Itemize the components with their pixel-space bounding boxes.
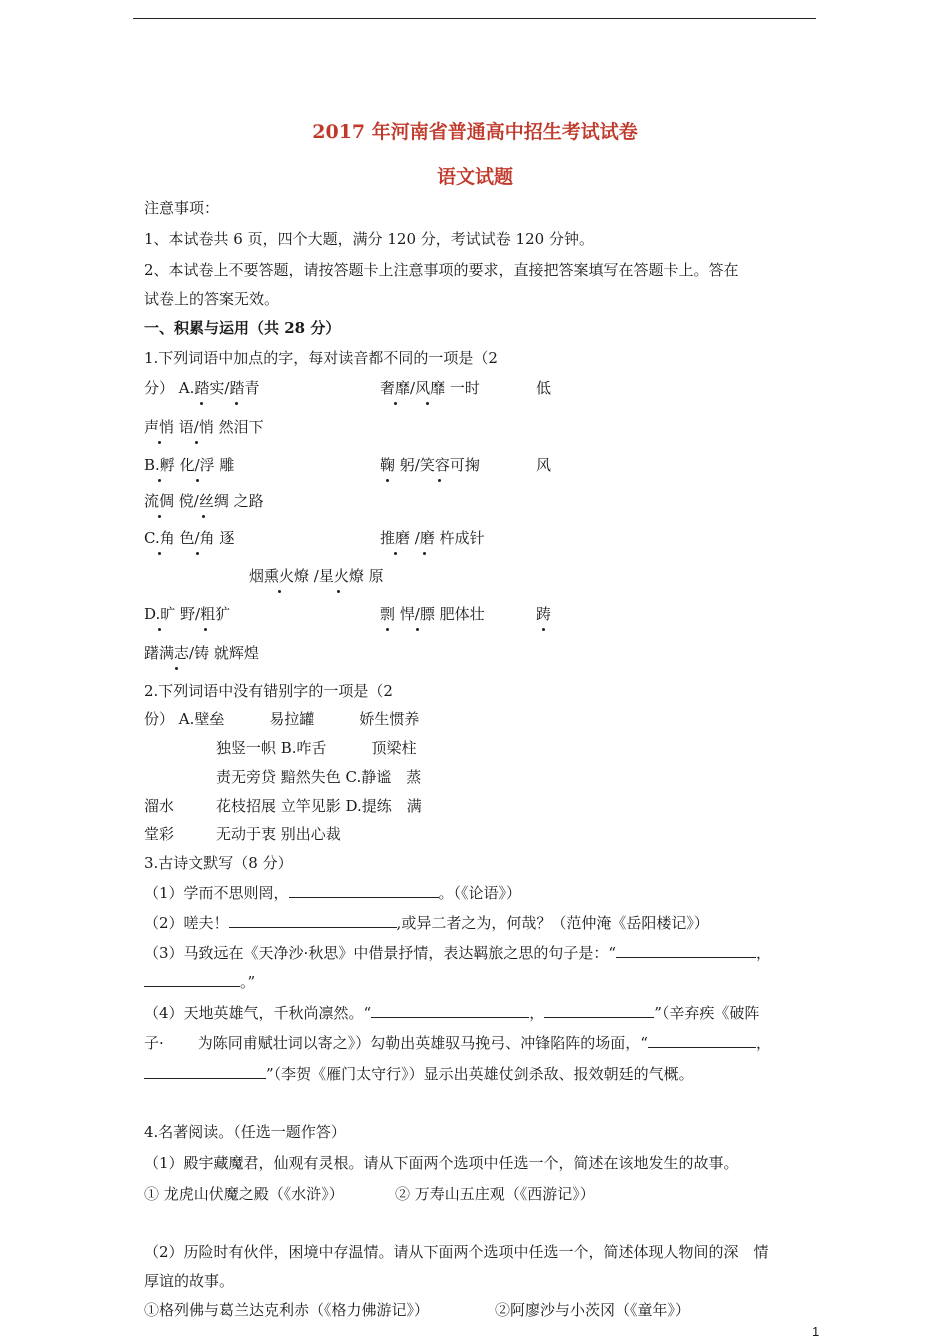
q3-text: （2）嗟夫！ [144, 914, 229, 932]
q3-text: 子· [144, 1034, 164, 1052]
q4-sub-2: （2）历险时有伙伴，困境中存温情。请从下面两个选项中任选一个，简述体现人物间的深 情 [144, 1243, 769, 1261]
q3-text: （1）学而不思则罔， [144, 884, 289, 902]
q3-stem: 3.古诗文默写（8 分） [144, 854, 293, 872]
q2-line-4a: 溜水 [144, 797, 175, 815]
dotted-char: 踏 [194, 379, 210, 397]
q3-text: ”（辛弃疾《破阵 [654, 1004, 760, 1022]
dotted-char: 奢靡 [380, 379, 411, 397]
q3-item-4-cont2 [144, 1064, 694, 1084]
q1-option-b-line2 [144, 491, 264, 511]
q3-text: 。” [240, 973, 256, 991]
dotted-char: 躇满志/铸 [144, 644, 210, 662]
section-heading: 一、积累与运用（共 28 分） [144, 319, 341, 337]
q1-option-d [144, 604, 230, 624]
page-number: 1 [812, 1324, 820, 1339]
answer-blank[interactable] [648, 1033, 756, 1048]
q1-option-b-part2 [380, 455, 480, 475]
dotted-char: 傥/丝绸 [178, 492, 229, 510]
q1-text: 就辉煌 [213, 644, 259, 662]
dotted-char: 踌 [536, 605, 552, 623]
q4-sub-1-option-2: ② 万寿山五庄观（《西游记》） [395, 1185, 595, 1203]
q3-item-4 [144, 1003, 759, 1023]
q1-option-b [144, 455, 234, 475]
q3-item-4-cont [144, 1033, 771, 1053]
q1-option-d-line2 [144, 643, 259, 663]
notes-item-2: 2、本试卷上不要答题，请按答题卡上注意事项的要求，直接把答案填写在答题卡上。答在 [144, 261, 739, 279]
dotted-char: 推磨 [380, 529, 411, 547]
q3-text: （3）马致远在《天净沙·秋思》中借景抒情，表达羁旅之思的句子是：“ [144, 944, 616, 962]
dotted-char: 声悄 [144, 418, 175, 436]
q3-text: ， [755, 1034, 771, 1052]
notes-heading: 注意事项： [144, 199, 220, 217]
dotted-char: 色/角 [179, 529, 215, 547]
dotted-char: D.旷 [144, 605, 176, 623]
q1-text: 低 [536, 379, 552, 397]
q1-option-d-part3 [536, 604, 551, 624]
answer-blank[interactable] [544, 1003, 654, 1018]
q4-sub-2-cont: 厚谊的故事。 [144, 1272, 235, 1290]
q2-line-4b: 花枝招展 立竿见影 D.提练 满 [216, 797, 422, 815]
q3-item-1 [144, 883, 521, 903]
q1-text: 之路 [233, 492, 264, 510]
q1-option-a-line2 [144, 417, 264, 437]
answer-blank[interactable] [144, 972, 240, 987]
header-rule [133, 18, 816, 19]
dotted-char: 躬/笑容可掬 [399, 456, 480, 474]
q1-text: 然泪下 [218, 418, 264, 436]
q3-text: （4）天地英雄气，千秋尚凛然。“ [144, 1004, 372, 1022]
q3-item-3 [144, 943, 771, 963]
q1-text: 分） A. [144, 379, 195, 397]
q3-text: ,或异二者之为，何哉？（范仲淹《岳阳楼记》） [396, 914, 709, 932]
q2-line-1: 份） A.壁垒 易拉罐 娇生惯养 [144, 710, 420, 728]
q1-stem: 1.下列词语中加点的字，每对读音都不同的一项是（2 [144, 349, 498, 367]
exam-subtitle: 语文试题 [436, 166, 513, 188]
q1-option-c-line2 [249, 566, 384, 586]
q1-text: 杵成针 [439, 529, 485, 547]
q4-sub-2-option-2: ②阿廖沙与小茨冈（《童年》） [495, 1301, 691, 1319]
q1-text: 肥体壮 [439, 605, 485, 623]
dotted-char: 烟熏火燎 [249, 567, 310, 585]
q3-text: ， [529, 1004, 545, 1022]
q3-text: ， [755, 944, 771, 962]
dotted-char: /星火燎 [313, 567, 364, 585]
q3-text: ”（李贺《雁门太守行》）显示出英雄仗剑杀敌、报效朝廷的气概。 [266, 1065, 694, 1083]
q1-option-d-part2 [380, 604, 485, 624]
q1-text: 原 [368, 567, 384, 585]
notes-item-1: 1、本试卷共 6 页，四个大题，满分 120 分，考试试卷 120 分钟。 [144, 230, 594, 248]
q2-stem: 2.下列词语中没有错别字的一项是（2 [144, 682, 393, 700]
q1-text: 风 [536, 456, 552, 474]
dotted-char: B.孵 [144, 456, 175, 474]
q1-text: 雕 [219, 456, 235, 474]
q1-option-a [144, 378, 259, 398]
q2-line-3: 责无旁贷 黯然失色 C.静谧 蒸 [216, 768, 422, 786]
dotted-char: 鞠 [380, 456, 396, 474]
answer-blank[interactable] [371, 1003, 529, 1018]
exam-title: 2017 年河南省普通高中招生考试试卷 [312, 121, 638, 143]
q4-sub-2-option-1: ①格列佛与葛兰达克利赤（《格力佛游记》） [144, 1301, 430, 1319]
q1-text: 实/ [209, 379, 230, 397]
dotted-char: 化/浮 [179, 456, 215, 474]
q1-text: 青 [244, 379, 260, 397]
answer-blank[interactable] [229, 913, 397, 928]
notes-item-2-cont: 试卷上的答案无效。 [144, 290, 280, 308]
q4-sub-1: （1）殿宇藏魔君，仙观有灵根。请从下面两个选项中任选一个，简述在该地发生的故事。 [144, 1154, 739, 1172]
q2-line-5a: 堂彩 [144, 825, 175, 843]
q1-option-a-part2 [380, 378, 480, 398]
dotted-char: 流倜 [144, 492, 175, 510]
q4-stem: 4.名著阅读。（任选一题作答） [144, 1123, 346, 1141]
q2-line-5b: 无动于衷 别出心裁 [216, 825, 341, 843]
dotted-char: 悍/膘 [399, 605, 435, 623]
dotted-char: /磨 [414, 529, 435, 547]
q3-item-3-cont [144, 972, 255, 992]
q4-sub-1-option-1: ① 龙虎山伏魔之殿（《水浒》） [144, 1185, 344, 1203]
q3-item-2 [144, 913, 709, 933]
dotted-char: 野/粗犷 [180, 605, 231, 623]
dotted-char: 语/悄 [178, 418, 214, 436]
q1-option-c [144, 528, 234, 548]
dotted-char: 剽 [380, 605, 396, 623]
q1-option-c-part2 [380, 528, 485, 548]
answer-blank[interactable] [616, 943, 756, 958]
dotted-char: /风靡 [410, 379, 446, 397]
answer-blank[interactable] [289, 883, 439, 898]
dotted-char: 踏 [229, 379, 245, 397]
q3-text: 。（《论语》） [438, 884, 522, 902]
q1-text: 逐 [219, 529, 235, 547]
q3-text: 为陈同甫赋壮词以寄之》）勾勒出英雄驭马挽弓、冲锋陷阵的场面，“ [197, 1034, 648, 1052]
q1-text: 一时 [449, 379, 480, 397]
answer-blank[interactable] [144, 1064, 266, 1079]
dotted-char: C.角 [144, 529, 175, 547]
q2-line-2: 独竖一帜 B.咋舌 顶梁柱 [216, 739, 417, 757]
